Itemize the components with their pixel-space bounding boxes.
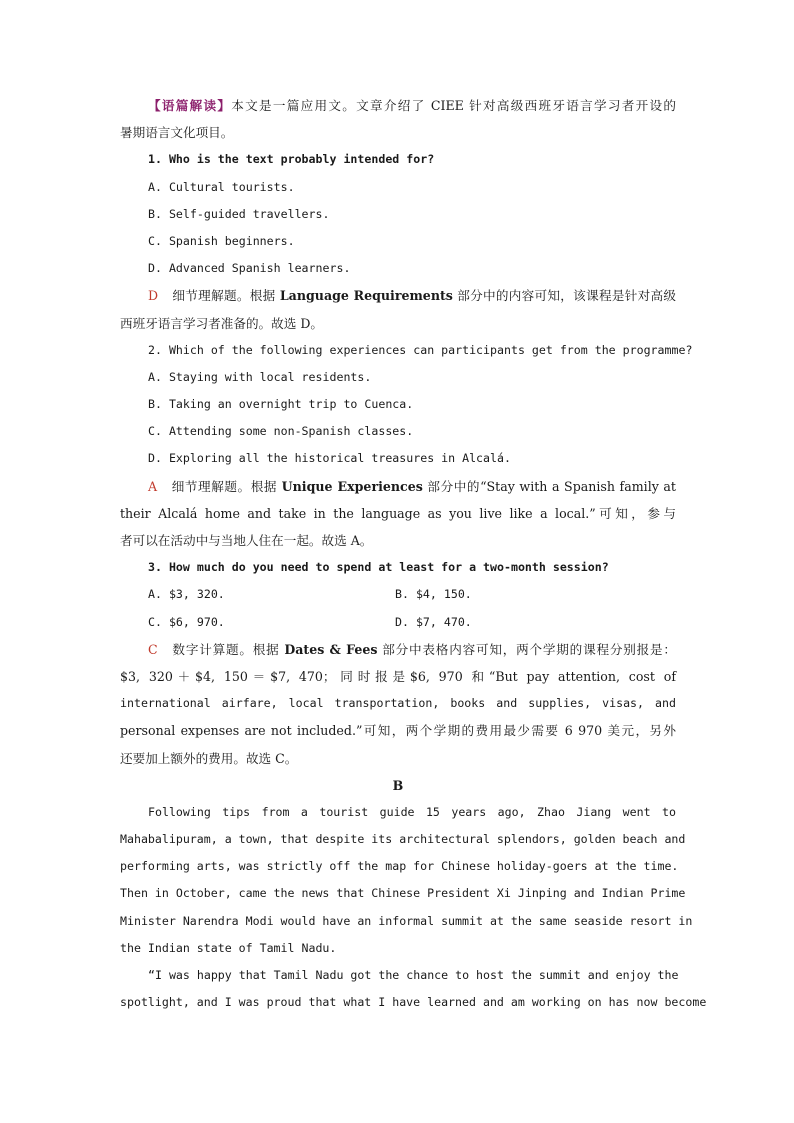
q3-options-row-1 xyxy=(120,581,676,608)
q1-option-d: D. Advanced Spanish learners. xyxy=(148,261,351,276)
q2-option-a: A. Staying with local residents. xyxy=(148,369,372,384)
intro-line-2: 暑期语言文化项目。 xyxy=(120,125,234,141)
q2-answer-letter: A xyxy=(148,478,158,494)
section-b-para2-line-1: “I was happy that Tamil Nadu got the chance to host the summit and enjoy the xyxy=(148,968,679,982)
document-page xyxy=(120,92,707,1016)
section-b-para1-line-2: Mahabalipuram, a town, that despite its architectural splendors, golden beach and xyxy=(120,832,686,847)
q3-option-d: D. $7, 470. xyxy=(395,614,472,629)
q1-option-a: A. Cultural tourists. xyxy=(148,179,295,194)
q3-option-a: A. $3, 320. xyxy=(148,587,225,602)
intro-bracket-label: 【语篇解读】 xyxy=(148,98,232,113)
q2-option-d: D. Exploring all the historical treasures in Alcalá. xyxy=(148,451,511,466)
intro-line-1 xyxy=(120,92,676,119)
q1-option-c: C. Spanish beginners. xyxy=(148,233,295,248)
section-b-para1-line-4: Then in October, came the news that Chinese President Xi Jinping and Indian Prime xyxy=(120,886,686,901)
q3-explanation-line-5: 还要加上额外的费用。故选 C。 xyxy=(120,750,298,766)
q1-option-b: B. Self-guided travellers. xyxy=(148,206,330,221)
q2-question: 2. Which of the following experiences can participants get from the programme? xyxy=(148,342,693,357)
q1-question: 1. Who is the text probably intended for? xyxy=(148,152,435,167)
q3-answer-letter: C xyxy=(148,641,158,657)
section-b-para1-line-6: the Indian state of Tamil Nadu. xyxy=(120,940,337,955)
q3-question: 3. How much do you need to spend at least for a two-month session? xyxy=(148,560,609,575)
q2-option-c: C. Attending some non-Spanish classes. xyxy=(148,424,414,439)
intro-text: 本文是一篇应用文。文章介绍了 CIEE 针对高级西班牙语言学习者开设的 xyxy=(231,98,676,113)
q3-explanation-line-1: C 数字计算题。根据 Dates & Fees 部分中表格内容可知，两个学期的课程分别报是： xyxy=(148,641,676,657)
section-b-para1-line-5: Minister Narendra Modi would have an informal summit at the same seaside resort in xyxy=(120,913,693,928)
q2-explanation-line-3: 者可以在活动中与当地人住在一起。故选 A。 xyxy=(120,533,373,548)
q1-explanation-line-2: 西班牙语言学习者准备的。故选 D。 xyxy=(120,315,324,331)
section-b-para2-line-2: spotlight, and I was proud that what I have learned and am working on has now become xyxy=(120,995,707,1010)
q3-option-c: C. $6, 970. xyxy=(148,614,225,629)
q3-explanation-line-4: personal expenses are not included.”可知，两个学期的费用最少需要 6 970 美元，另外 xyxy=(120,723,676,739)
q2-explanation-line-2: their Alcalá home and take in the language as you live like a local.”可知，参与 xyxy=(120,505,676,521)
q3-explanation-line-3: international airfare, local transportation, books and supplies, visas, and xyxy=(120,696,676,711)
q2-option-b: B. Taking an overnight trip to Cuenca. xyxy=(148,397,414,412)
section-b-heading: B xyxy=(392,777,404,793)
q1-explanation-line-1: D 细节理解题。根据 Language Requirements 部分中的内容可知，该课程是针对高级 xyxy=(148,288,676,304)
q2-explanation-line-1: A 细节理解题。根据 Unique Experiences 部分中的“Stay with a Spanish family at xyxy=(148,478,676,494)
section-b-para1-line-1: Following tips from a tourist guide 15 years ago, Zhao Jiang went to xyxy=(148,804,676,819)
q3-options-row-2 xyxy=(120,609,676,636)
q1-answer-letter: D xyxy=(148,288,159,304)
section-b-para1-line-3: performing arts, was strictly off the map for Chinese holiday-goers at the time. xyxy=(120,859,679,874)
q3-option-b: B. $4, 150. xyxy=(395,587,472,602)
q3-explanation-line-2: $3, 320＋$4, 150＝$7, 470；同时报是$6, 970 和“But pay attention, cost of xyxy=(120,668,676,684)
